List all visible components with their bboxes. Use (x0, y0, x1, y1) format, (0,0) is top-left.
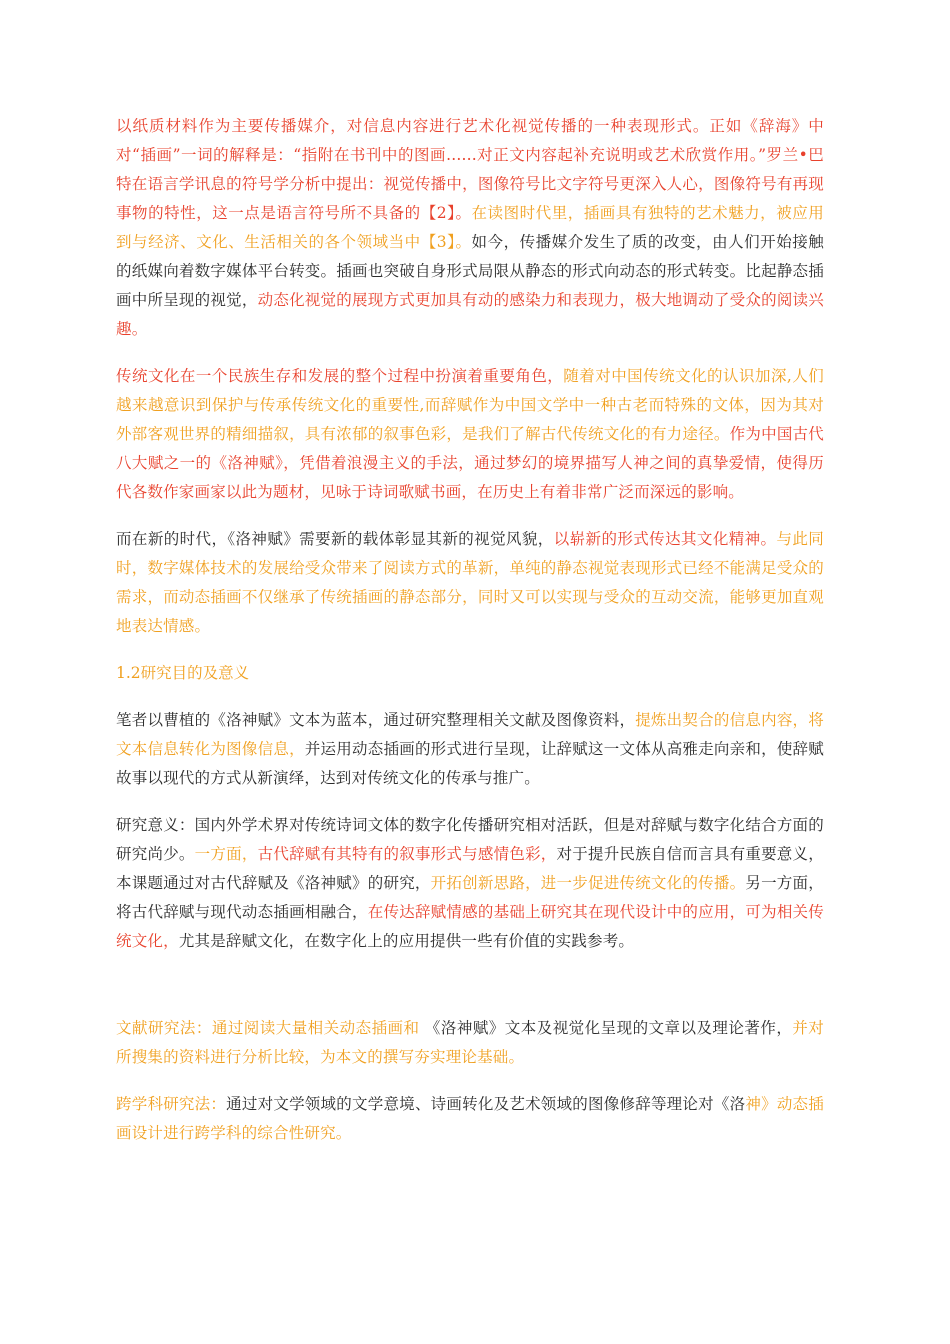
text-segment: 跨学科研究法： (116, 1095, 227, 1113)
text-segment: 通过对文学领域的文学意境、诗画转化及艺术领域的图像修辞等理论对《洛 (226, 1095, 746, 1113)
text-segment: 随着对中国传统文化的认识加深,人们越来越意识到保护与传承传统文化的重要性,而辞赋作为中国文学中一种古老而特殊的文体，因为其对外部客观世界的精细描叙，具有浓郁的叙事色彩，是我们了解古代传统文化的有力途径。 (116, 367, 824, 443)
section-heading-1-2 (116, 659, 824, 688)
text-segment: 而在新的时代，《洛神赋》需要新的载体彰显其新的视觉风貌， (116, 530, 554, 548)
paragraph-research-significance (116, 811, 824, 956)
paragraph-interdisciplinary-method (116, 1090, 824, 1148)
text-segment: 文献研究法：通过阅读大量相关动态插画和 (116, 1019, 425, 1037)
text-segment: 笔者以曹植的《洛神赋》文本为蓝本，通过研究整理相关文献及图像资料， (116, 711, 636, 729)
text-segment: 一方面， (194, 845, 258, 863)
paragraph-illustration-intro (116, 112, 824, 344)
blank-gap (116, 974, 824, 1014)
text-segment: 《洛神赋》文本及视觉化呈现的文章以及理论著作， (424, 1019, 793, 1037)
text-segment: 古代辞赋有其特有的叙事形式与感情色彩， (257, 845, 557, 863)
text-segment: 对于提升民族自信而言具有重要意义，本课题通过对古代辞赋及《洛神赋》的研究， (116, 845, 824, 892)
text-segment: 并对所搜集的资料进行分析比较，为本文的撰写夯实理论基础。 (116, 1019, 824, 1066)
heading-text: 1.2研究目的及意义 (116, 664, 250, 682)
text-segment: 传统文化在一个民族生存和发展的整个过程中扮演着重要角色， (116, 367, 564, 385)
text-segment: 开拓创新思路，进一步促进传统文化的传播。 (430, 874, 746, 892)
paragraph-traditional-culture (116, 362, 824, 507)
text-segment: 研究意义：国内外学术界对传统诗词文体的数字化传播研究相对活跃，但是对辞赋与数字化结合方面的研究尚少。 (116, 816, 824, 863)
text-segment: 提炼出契合的信息内容，将文本信息转化为图像信息， (116, 711, 824, 758)
text-segment: 以崭新的形式传达其文化精神。 (553, 530, 777, 548)
text-segment: 如今，传播媒介发生了质的改变，由人们开始接触的纸媒向着数字媒体平台转变。插画也突破自身形式局限从静态的形式向动态的形式转变。比起静态插画中所呈现的视觉， (116, 233, 825, 309)
document-page (116, 112, 824, 1166)
paragraph-literature-method (116, 1014, 824, 1072)
text-segment: 作为中国古代八大赋之一的《洛神赋》，凭借着浪漫主义的手法，通过梦幻的境界描写人神之间的真挚爱情，使得历代各数作家画家以此为题材，见咏于诗词歌赋书画，在历史上有着非常广泛而深远的影响。 (116, 425, 824, 501)
text-segment: 在传达辞赋情感的基础上研究其在现代设计中的应用，可为相关传统文化， (116, 903, 824, 950)
text-segment: 在读图时代里，插画具有独特的艺术魅力，被应用到与经济、文化、生活相关的各个领域当中【3】。 (116, 204, 825, 251)
text-segment: 以纸质材料作为主要传播媒介，对信息内容进行艺术化视觉传播的一种表现形式。正如《辞海》中对“插画”一词的解释是：“指附在书刊中的图画......对正文内容起补充说明或艺术欣赏作用。”罗兰•巴特在语言学讯息的符号学分析中提出：视觉传播中，图像符号比文字符号更深入人心，图像符号有再现事物的特性，这一点是语言符号所不具备的【2】。 (116, 117, 824, 222)
text-segment: 动态化视觉的展现方式更加具有动的感染力和表现力，极大地调动了受众的阅读兴趣。 (116, 291, 824, 338)
text-segment: 与此同时，数字媒体技术的发展给受众带来了阅读方式的革新，单纯的静态视觉表现形式已经不能满足受众的需求，而动态插画不仅继承了传统插画的静态部分，同时又可以实现与受众的互动交流，能够更加直观地表达情感。 (116, 530, 824, 635)
text-segment: 神》动态插画设计进行跨学科的综合性研究。 (116, 1095, 824, 1142)
text-segment: 并运用动态插画的形式进行呈现，让辞赋这一文体从高雅走向亲和，使辞赋故事以现代的方式从新演绎，达到对传统文化的传承与推广。 (116, 740, 824, 787)
text-segment: 另一方面，将古代辞赋与现代动态插画相融合， (116, 874, 824, 921)
paragraph-new-era (116, 525, 824, 641)
text-segment: 尤其是辞赋文化，在数字化上的应用提供一些有价值的实践参考。 (178, 932, 635, 950)
paragraph-research-purpose (116, 706, 824, 793)
